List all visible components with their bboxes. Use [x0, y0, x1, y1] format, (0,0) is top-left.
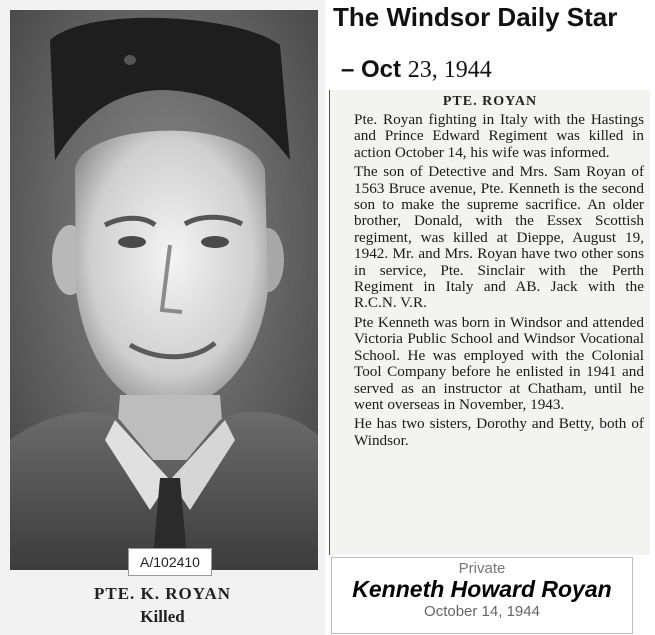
- clipping-paragraph: He has two sisters, Dorothy and Betty, both of Windsor.: [354, 415, 644, 449]
- portrait-photo: [10, 10, 318, 570]
- archive-id-label: A/102410: [128, 548, 212, 576]
- memorial-date: October 14, 1944: [424, 603, 540, 620]
- clipping-headline: PTE. ROYAN: [442, 94, 538, 109]
- clipping-paragraph: The son of Detective and Mrs. Sam Royan of 1563 Bruce avenue, Pte. Kenneth is the second son to make the supreme sacrifice. An older brother, Donald, with the Essex Scottish regiment, was killed at Dieppe, August 19, 1942. Mr. and Mrs. Royan have two other sons in service, Pte. Sinclair with the Perth Regiment in Italy and AB. Jack with the R.C.N. V.R.: [354, 163, 644, 312]
- photo-panel: [0, 0, 325, 635]
- memorial-rank: Private: [458, 560, 506, 577]
- newspaper-title: The Windsor Daily Star: [333, 2, 618, 32]
- news-clipping: [329, 90, 650, 555]
- publication-date: [341, 56, 492, 84]
- clipping-paragraph: Pte Kenneth was born in Windsor and attended Victoria Public School and Windsor Vocational School. He was employed with the Colonial Tool Company before he enlisted in 1941 and served as an instructor at Chatham, until he went overseas in November, 1943.: [354, 313, 644, 413]
- date-year: 23, 1944: [407, 57, 492, 83]
- clipping-paragraph: Pte. Royan fighting in Italy with the Hastings and Prince Edward Regiment was killed in action October 14, his wife was informed.: [354, 111, 644, 161]
- photo-caption-name: PTE. K. ROYAN: [93, 584, 232, 603]
- memorial-box: [331, 557, 633, 634]
- photo-caption-status: Killed: [140, 607, 185, 626]
- date-prefix: – Oct: [341, 56, 408, 83]
- memorial-name: Kenneth Howard Royan: [352, 576, 612, 602]
- clipping-body: [330, 112, 650, 449]
